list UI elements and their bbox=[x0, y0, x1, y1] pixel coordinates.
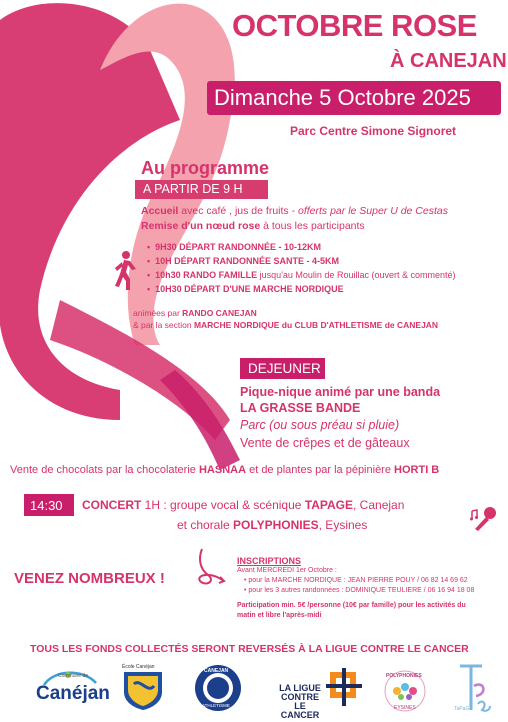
inscriptions-line-1: Avant MERCREDI 1er Octobre : bbox=[237, 567, 337, 574]
title-octobre-rose: OCTOBRE ROSE bbox=[232, 8, 477, 43]
inscriptions-title: INSCRIPTIONS bbox=[237, 556, 302, 566]
fonds-statement: TOUS LES FONDS COLLECTÉS SERONT REVERSÉS À LA LIGUE CONTRE LE CANCER bbox=[30, 643, 469, 655]
title-canejan: À CANEJAN bbox=[390, 50, 507, 72]
dejeuner-line-4: Vente de crêpes et de gâteaux bbox=[240, 436, 410, 450]
inscriptions-line-5: matin et libre l'après-midi bbox=[237, 612, 322, 619]
athletisme-logo: CANEJAN ATHLETISME bbox=[193, 663, 243, 713]
accueil-bold: Accueil bbox=[141, 205, 179, 217]
inscriptions-line-2: • pour la MARCHE NORDIQUE : JEAN PIERRE POUY / 06 82 14 69 62 bbox=[244, 577, 468, 584]
accueil-line bbox=[141, 205, 448, 217]
ligue-contre-cancer-logo: LA LIGUE CONTRE LE CANCER bbox=[274, 668, 364, 712]
walker-icon bbox=[112, 250, 136, 292]
programme-item-3: • 10h30 RANDO FAMILLE jusqu'au Moulin de Rouillac (ouvert & commenté) bbox=[147, 270, 455, 280]
remise-text: à tous les participants bbox=[260, 220, 365, 232]
concert-line-2: et chorale POLYPHONIES, Eysines bbox=[177, 518, 368, 532]
tapage-logo: TaPaGe bbox=[452, 660, 492, 716]
vente-line: Vente de chocolats par la chocolaterie HASNAA et de plantes par la pépinière HORTI B bbox=[10, 464, 440, 476]
event-venue: Parc Centre Simone Signoret bbox=[290, 124, 457, 138]
event-date: Dimanche 5 Octobre 2025 bbox=[214, 85, 471, 110]
curl-arrow-icon bbox=[196, 545, 228, 589]
microphone-icon bbox=[470, 505, 500, 533]
concert-line-1: CONCERT 1H : groupe vocal & scénique TAPAGE, Canejan bbox=[82, 498, 405, 512]
programme-item-1: • 9H30 DÉPART RANDONNÉE - 10-12KM bbox=[147, 242, 321, 252]
accueil-sponsor: offerts par le Super U de Cestas bbox=[298, 205, 448, 217]
inscriptions-line-4: Participation min. 5€ /personne (10€ par famille) pour les activités du bbox=[237, 602, 466, 609]
animees-line: animées par RANDO CANEJAN bbox=[133, 308, 257, 318]
remise-line bbox=[141, 220, 365, 232]
venez-nombreux: VENEZ NOMBREUX ! bbox=[14, 570, 165, 587]
school-crest-logo: École Canéjan bbox=[118, 664, 168, 712]
dejeuner-line-2: LA GRASSE BANDE bbox=[240, 401, 361, 415]
section-line: & par la section MARCHE NORDIQUE du CLUB D'ATHLETISME de CANEJAN bbox=[133, 320, 439, 330]
concert-time: 14:30 bbox=[30, 498, 63, 513]
programme-item-4: • 10H30 DÉPART D'UNE MARCHE NORDIQUE bbox=[147, 284, 344, 294]
remise-bold: Remise d'un nœud rose bbox=[141, 220, 261, 232]
polyphonies-logo: POLYPHONIES EYSINES bbox=[380, 667, 430, 715]
dejeuner-line-3: Parc (ou sous préau si pluie) bbox=[240, 418, 400, 432]
programme-item-2: • 10H DÉPART RANDONNÉE SANTE - 4-5KM bbox=[147, 256, 339, 266]
programme-heading: Au programme bbox=[141, 158, 270, 178]
start-time: A PARTIR DE 9 H bbox=[143, 182, 243, 196]
inscriptions-line-3: • pour les 3 autres randonnées : DOMINIQUE TEULIERE / 06 16 94 18 08 bbox=[244, 587, 475, 594]
dejeuner-line-1: Pique-nique animé par une banda bbox=[240, 385, 441, 399]
dejeuner-label: DEJEUNER bbox=[248, 361, 321, 376]
canejan-logo: Commune de Canéjan bbox=[36, 673, 110, 704]
accueil-text: avec café , jus de fruits - bbox=[178, 205, 298, 217]
